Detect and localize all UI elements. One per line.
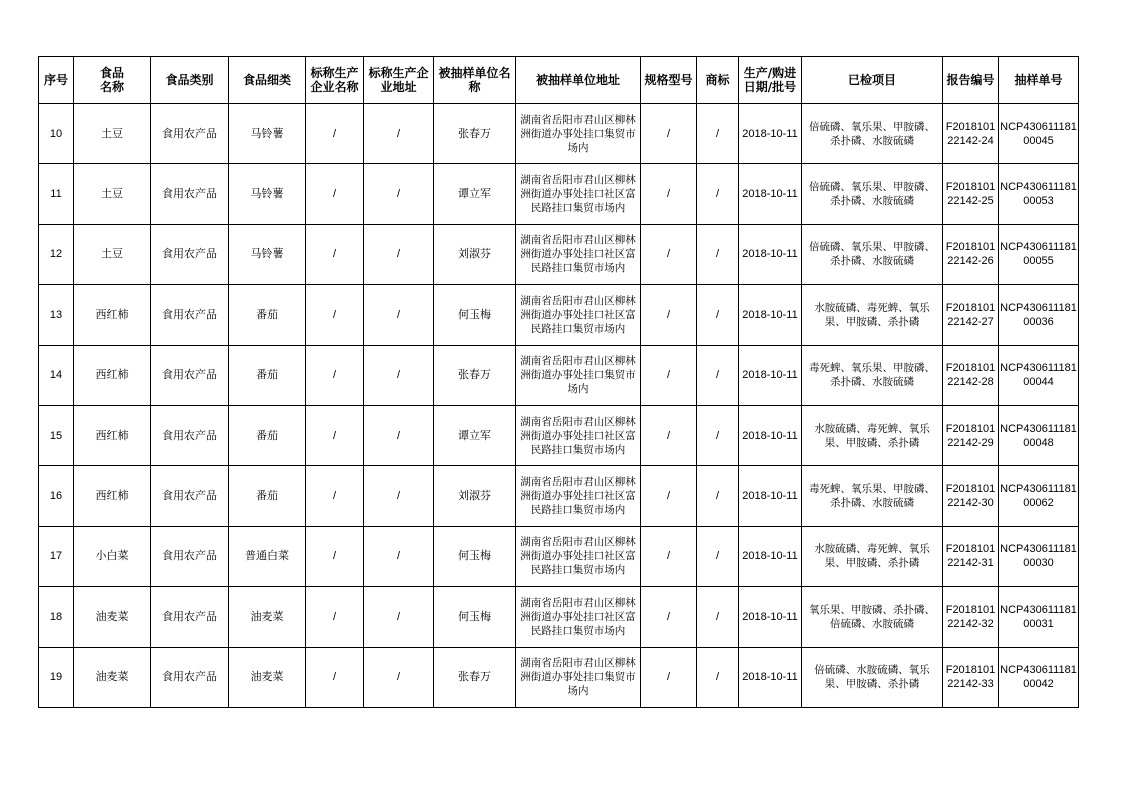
cell-spec: / (641, 405, 697, 465)
cell-manufacturer-name: / (306, 285, 364, 345)
cell-brand: / (697, 587, 739, 647)
cell-date: 2018-10-11 (739, 224, 802, 284)
cell-sample-no: NCP43061118100053 (999, 164, 1079, 224)
cell-food-subcategory: 油麦菜 (229, 647, 306, 707)
cell-food-subcategory: 油麦菜 (229, 587, 306, 647)
table-body (39, 104, 1079, 708)
cell-tested-items: 水胺硫磷、毒死蜱、氧乐果、甲胺磷、杀扑磷 (802, 526, 943, 586)
cell-sampled-unit-name: 刘淑芬 (434, 466, 516, 526)
cell-sampled-unit-address: 湖南省岳阳市君山区柳林洲街道办事处挂口集贸市场内 (516, 104, 641, 164)
cell-spec: / (641, 466, 697, 526)
cell-brand: / (697, 164, 739, 224)
cell-date: 2018-10-11 (739, 345, 802, 405)
cell-date: 2018-10-11 (739, 405, 802, 465)
cell-sampled-unit-address: 湖南省岳阳市君山区柳林洲街道办事处挂口集贸市场内 (516, 345, 641, 405)
inspection-results-sheet (38, 56, 1079, 708)
cell-food-category: 食用农产品 (151, 164, 229, 224)
cell-manufacturer-address: / (364, 526, 434, 586)
cell-manufacturer-name: / (306, 104, 364, 164)
cell-spec: / (641, 104, 697, 164)
cell-sampled-unit-address: 湖南省岳阳市君山区柳林洲街道办事处挂口社区富民路挂口集贸市场内 (516, 466, 641, 526)
table-row (39, 285, 1079, 345)
cell-spec: / (641, 647, 697, 707)
cell-tested-items: 毒死蜱、氧乐果、甲胺磷、杀扑磷、水胺硫磷 (802, 466, 943, 526)
header-food-name: 食品 名称 (74, 57, 151, 104)
cell-brand: / (697, 104, 739, 164)
cell-food-name: 西红柿 (74, 285, 151, 345)
cell-manufacturer-name: / (306, 224, 364, 284)
cell-manufacturer-address: / (364, 587, 434, 647)
cell-report-no: F201810122142-30 (943, 466, 999, 526)
cell-no: 17 (39, 526, 74, 586)
cell-manufacturer-name: / (306, 647, 364, 707)
table-row (39, 647, 1079, 707)
cell-sampled-unit-address: 湖南省岳阳市君山区柳林洲街道办事处挂口社区富民路挂口集贸市场内 (516, 164, 641, 224)
header-spec: 规格型号 (641, 57, 697, 104)
header-tested-items: 已检项目 (802, 57, 943, 104)
cell-brand: / (697, 647, 739, 707)
cell-food-name: 西红柿 (74, 466, 151, 526)
cell-date: 2018-10-11 (739, 285, 802, 345)
cell-tested-items: 倍硫磷、水胺硫磷、氧乐果、甲胺磷、杀扑磷 (802, 647, 943, 707)
header-brand: 商标 (697, 57, 739, 104)
cell-date: 2018-10-11 (739, 164, 802, 224)
cell-tested-items: 水胺硫磷、毒死蜱、氧乐果、甲胺磷、杀扑磷 (802, 285, 943, 345)
cell-food-name: 小白菜 (74, 526, 151, 586)
cell-no: 19 (39, 647, 74, 707)
header-sampled-unit-address: 被抽样单位地址 (516, 57, 641, 104)
cell-food-subcategory: 马铃薯 (229, 104, 306, 164)
cell-food-category: 食用农产品 (151, 405, 229, 465)
cell-manufacturer-name: / (306, 405, 364, 465)
cell-food-category: 食用农产品 (151, 345, 229, 405)
cell-manufacturer-address: / (364, 164, 434, 224)
header-no: 序号 (39, 57, 74, 104)
cell-manufacturer-name: / (306, 526, 364, 586)
cell-sample-no: NCP43061118100030 (999, 526, 1079, 586)
cell-date: 2018-10-11 (739, 587, 802, 647)
cell-report-no: F201810122142-31 (943, 526, 999, 586)
cell-sampled-unit-address: 湖南省岳阳市君山区柳林洲街道办事处挂口社区富民路挂口集贸市场内 (516, 587, 641, 647)
cell-food-category: 食用农产品 (151, 104, 229, 164)
cell-brand: / (697, 345, 739, 405)
cell-no: 11 (39, 164, 74, 224)
cell-spec: / (641, 164, 697, 224)
cell-food-category: 食用农产品 (151, 647, 229, 707)
cell-brand: / (697, 285, 739, 345)
cell-manufacturer-name: / (306, 587, 364, 647)
cell-date: 2018-10-11 (739, 526, 802, 586)
cell-no: 14 (39, 345, 74, 405)
cell-spec: / (641, 224, 697, 284)
cell-food-subcategory: 普通白菜 (229, 526, 306, 586)
cell-brand: / (697, 405, 739, 465)
cell-tested-items: 倍硫磷、氧乐果、甲胺磷、杀扑磷、水胺硫磷 (802, 164, 943, 224)
cell-food-category: 食用农产品 (151, 466, 229, 526)
table-row (39, 587, 1079, 647)
cell-sample-no: NCP43061118100045 (999, 104, 1079, 164)
cell-report-no: F201810122142-27 (943, 285, 999, 345)
cell-report-no: F201810122142-24 (943, 104, 999, 164)
cell-report-no: F201810122142-26 (943, 224, 999, 284)
cell-brand: / (697, 466, 739, 526)
cell-manufacturer-address: / (364, 345, 434, 405)
cell-sampled-unit-name: 刘淑芬 (434, 224, 516, 284)
cell-sample-no: NCP43061118100055 (999, 224, 1079, 284)
cell-spec: / (641, 587, 697, 647)
cell-food-name: 土豆 (74, 104, 151, 164)
cell-date: 2018-10-11 (739, 466, 802, 526)
table-row (39, 104, 1079, 164)
cell-sampled-unit-name: 何玉梅 (434, 285, 516, 345)
cell-manufacturer-address: / (364, 224, 434, 284)
header-sampled-unit-name: 被抽样单位名称 (434, 57, 516, 104)
cell-sampled-unit-name: 张春万 (434, 647, 516, 707)
cell-date: 2018-10-11 (739, 647, 802, 707)
cell-sampled-unit-address: 湖南省岳阳市君山区柳林洲街道办事处挂口社区富民路挂口集贸市场内 (516, 285, 641, 345)
cell-date: 2018-10-11 (739, 104, 802, 164)
inspection-table (38, 56, 1079, 708)
cell-tested-items: 氧乐果、甲胺磷、杀扑磷、倍硫磷、水胺硫磷 (802, 587, 943, 647)
header-food-category: 食品类别 (151, 57, 229, 104)
cell-sample-no: NCP43061118100062 (999, 466, 1079, 526)
cell-spec: / (641, 345, 697, 405)
cell-manufacturer-name: / (306, 466, 364, 526)
cell-sampled-unit-name: 何玉梅 (434, 587, 516, 647)
cell-sampled-unit-name: 张春万 (434, 345, 516, 405)
cell-tested-items: 毒死蜱、氧乐果、甲胺磷、杀扑磷、水胺硫磷 (802, 345, 943, 405)
cell-food-name: 西红柿 (74, 345, 151, 405)
header-sample-no: 抽样单号 (999, 57, 1079, 104)
cell-sampled-unit-address: 湖南省岳阳市君山区柳林洲街道办事处挂口集贸市场内 (516, 647, 641, 707)
cell-manufacturer-name: / (306, 164, 364, 224)
cell-sample-no: NCP43061118100042 (999, 647, 1079, 707)
cell-food-subcategory: 番茄 (229, 405, 306, 465)
table-row (39, 224, 1079, 284)
table-row (39, 405, 1079, 465)
cell-report-no: F201810122142-29 (943, 405, 999, 465)
cell-food-category: 食用农产品 (151, 285, 229, 345)
header-row (39, 57, 1079, 104)
header-manufacturer-address: 标称生产企业地址 (364, 57, 434, 104)
cell-report-no: F201810122142-32 (943, 587, 999, 647)
cell-report-no: F201810122142-25 (943, 164, 999, 224)
cell-brand: / (697, 224, 739, 284)
cell-food-category: 食用农产品 (151, 526, 229, 586)
cell-food-subcategory: 马铃薯 (229, 164, 306, 224)
cell-manufacturer-address: / (364, 285, 434, 345)
header-manufacturer-name: 标称生产企业名称 (306, 57, 364, 104)
cell-sample-no: NCP43061118100031 (999, 587, 1079, 647)
cell-tested-items: 倍硫磷、氧乐果、甲胺磷、杀扑磷、水胺硫磷 (802, 104, 943, 164)
cell-food-name: 西红柿 (74, 405, 151, 465)
cell-sampled-unit-name: 谭立军 (434, 164, 516, 224)
cell-manufacturer-name: / (306, 345, 364, 405)
cell-brand: / (697, 526, 739, 586)
cell-no: 10 (39, 104, 74, 164)
cell-food-subcategory: 番茄 (229, 285, 306, 345)
cell-no: 12 (39, 224, 74, 284)
table-row (39, 345, 1079, 405)
header-food-subcategory: 食品细类 (229, 57, 306, 104)
cell-sampled-unit-address: 湖南省岳阳市君山区柳林洲街道办事处挂口社区富民路挂口集贸市场内 (516, 405, 641, 465)
cell-sampled-unit-name: 何玉梅 (434, 526, 516, 586)
cell-spec: / (641, 285, 697, 345)
cell-food-name: 油麦菜 (74, 647, 151, 707)
cell-report-no: F201810122142-28 (943, 345, 999, 405)
header-report-no: 报告编号 (943, 57, 999, 104)
table-row (39, 466, 1079, 526)
cell-sampled-unit-address: 湖南省岳阳市君山区柳林洲街道办事处挂口社区富民路挂口集贸市场内 (516, 224, 641, 284)
cell-no: 16 (39, 466, 74, 526)
cell-tested-items: 水胺硫磷、毒死蜱、氧乐果、甲胺磷、杀扑磷 (802, 405, 943, 465)
cell-sampled-unit-name: 谭立军 (434, 405, 516, 465)
cell-no: 18 (39, 587, 74, 647)
table-row (39, 526, 1079, 586)
cell-manufacturer-address: / (364, 104, 434, 164)
cell-sampled-unit-address: 湖南省岳阳市君山区柳林洲街道办事处挂口社区富民路挂口集贸市场内 (516, 526, 641, 586)
cell-sampled-unit-name: 张春万 (434, 104, 516, 164)
cell-report-no: F201810122142-33 (943, 647, 999, 707)
cell-food-category: 食用农产品 (151, 587, 229, 647)
header-date: 生产/购进日期/批号 (739, 57, 802, 104)
cell-sample-no: NCP43061118100044 (999, 345, 1079, 405)
cell-manufacturer-address: / (364, 647, 434, 707)
cell-food-subcategory: 番茄 (229, 466, 306, 526)
cell-no: 15 (39, 405, 74, 465)
cell-food-category: 食用农产品 (151, 224, 229, 284)
cell-food-name: 土豆 (74, 164, 151, 224)
cell-food-subcategory: 马铃薯 (229, 224, 306, 284)
cell-manufacturer-address: / (364, 405, 434, 465)
cell-food-name: 油麦菜 (74, 587, 151, 647)
cell-spec: / (641, 526, 697, 586)
cell-sample-no: NCP43061118100048 (999, 405, 1079, 465)
cell-manufacturer-address: / (364, 466, 434, 526)
table-row (39, 164, 1079, 224)
cell-sample-no: NCP43061118100036 (999, 285, 1079, 345)
cell-food-subcategory: 番茄 (229, 345, 306, 405)
cell-food-name: 土豆 (74, 224, 151, 284)
cell-tested-items: 倍硫磷、氧乐果、甲胺磷、杀扑磷、水胺硫磷 (802, 224, 943, 284)
cell-no: 13 (39, 285, 74, 345)
